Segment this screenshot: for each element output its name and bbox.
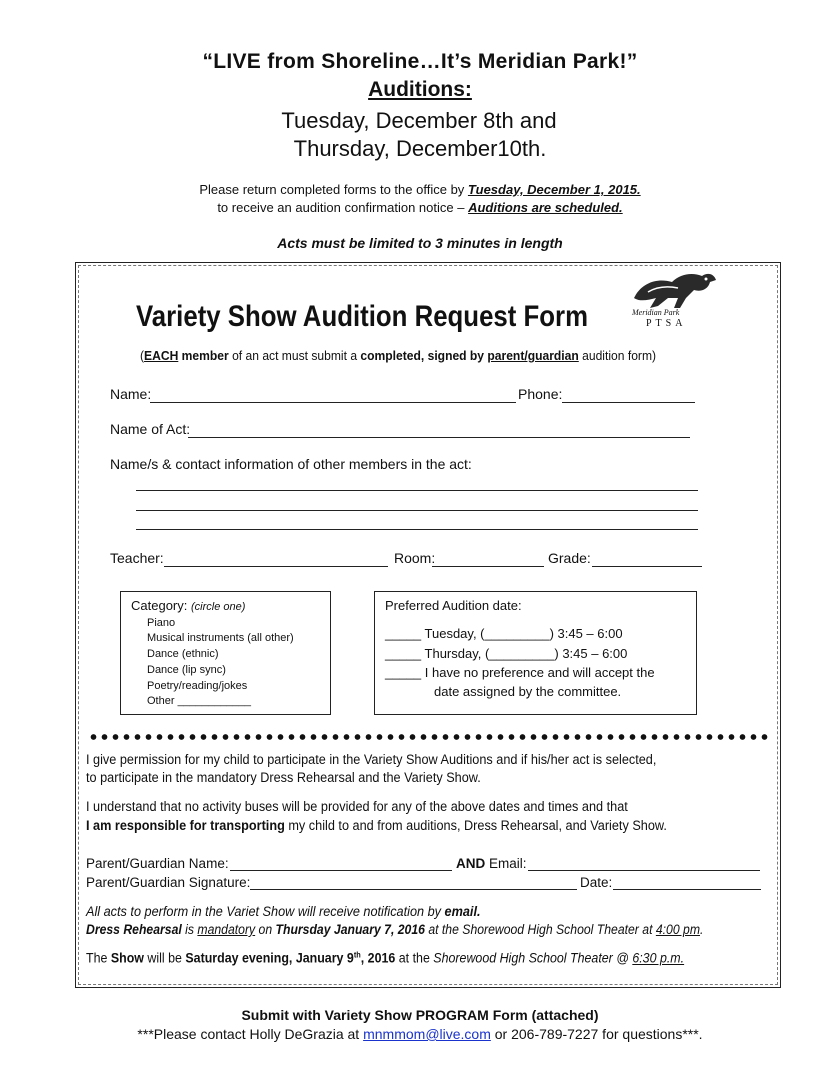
phone-field[interactable] [562, 402, 695, 403]
room-field[interactable] [432, 566, 544, 567]
guardian-email-label-row [456, 856, 527, 871]
grade-label: Grade: [548, 550, 591, 566]
confirm-emphasis: Auditions are scheduled. [468, 200, 623, 215]
subtitle-mid: of an act must submit a [228, 348, 361, 363]
category-option-other[interactable]: Other ____________ [147, 695, 251, 707]
signature-date-label: Date: [580, 875, 613, 890]
cougar-icon [628, 268, 720, 312]
members-label: Name/s & contact information of other members in the act: [110, 456, 472, 472]
audition-option-tuesday[interactable]: _____ Tuesday, (_________) 3:45 – 6:00 [385, 626, 623, 641]
form-subtitle [140, 348, 656, 363]
confirm-text: to receive an audition confirmation notice – [217, 200, 469, 215]
subtitle-open: ( [140, 348, 145, 363]
return-instructions [0, 182, 840, 197]
guardian-signature-field[interactable] [250, 889, 577, 890]
ptsa-logo [628, 268, 720, 330]
teacher-field[interactable] [164, 566, 388, 567]
return-deadline: Tuesday, December 1, 2015. [467, 182, 641, 197]
contact-note [0, 1026, 840, 1042]
members-field-3[interactable] [136, 529, 698, 530]
dr-is: is [181, 922, 198, 937]
email-label: Email: [485, 856, 527, 871]
category-option-piano[interactable]: Piano [147, 617, 176, 629]
category-label: Category: [131, 598, 188, 613]
category-option-dance-ethnic[interactable]: Dance (ethnic) [147, 648, 219, 660]
contact-text: ***Please contact Holly DeGrazia at [137, 1026, 364, 1042]
and-label: AND [456, 856, 486, 871]
show-title: “LIVE from Shoreline…It’s Meridian Park!” [202, 50, 638, 73]
show-date: Saturday evening, January 9 [185, 950, 354, 966]
act-name-field[interactable] [188, 437, 690, 438]
notification-text: All acts to perform in the Variet Show will receive notification by [86, 904, 445, 919]
phone-label: Phone: [518, 386, 563, 402]
auditions-label: Auditions: [368, 78, 472, 101]
dress-rehearsal-label: Dress Rehearsal [86, 922, 182, 937]
category-option-dance-lipsync[interactable]: Dance (lip sync) [147, 664, 226, 676]
guardian-email-field[interactable] [528, 870, 760, 871]
show-the: The [86, 950, 111, 966]
return-text: Please return completed forms to the office by [199, 182, 468, 197]
name-field[interactable] [150, 402, 516, 403]
audition-option-no-preference[interactable]: _____ I have no preference and will accept the [385, 665, 655, 680]
dr-location: at the Shorewood High School Theater at [424, 922, 656, 937]
audition-option-no-preference-cont: date assigned by the committee. [434, 684, 622, 699]
guardian-name-label: Parent/Guardian Name: [86, 856, 229, 871]
notification-email: email. [444, 904, 481, 919]
room-label: Room: [394, 550, 436, 566]
audition-date-line-1: Tuesday, December 8th and [281, 108, 557, 133]
signature-date-field[interactable] [613, 889, 761, 890]
dr-on: on [255, 922, 276, 937]
show-year: , 2016 [360, 950, 396, 966]
subtitle-member: member [178, 348, 229, 363]
dr-mandatory: mandatory [197, 922, 256, 937]
submit-note: Submit with Variety Show PROGRAM Form (attached) [241, 1007, 599, 1023]
category-option-instruments[interactable]: Musical instruments (all other) [147, 632, 294, 644]
members-field-2[interactable] [136, 510, 698, 511]
guardian-signature-label: Parent/Guardian Signature: [86, 875, 251, 890]
confirmation-instructions [0, 200, 840, 215]
transport-bold: I am responsible for transporting [86, 818, 285, 833]
transport-line-2 [86, 818, 667, 833]
contact-text-end: or 206-789-7227 for questions***. [490, 1026, 703, 1042]
dr-date: Thursday January 7, 2016 [275, 922, 425, 937]
show-date-sup: th [353, 950, 361, 959]
category-option-poetry[interactable]: Poetry/reading/jokes [147, 680, 248, 692]
subtitle-completed: completed, signed by [360, 348, 488, 363]
dr-period: . [700, 922, 704, 937]
subtitle-each: EACH [144, 348, 179, 363]
contact-email-link[interactable]: mnmmom@live.com [363, 1026, 491, 1042]
time-limit-note: Acts must be limited to 3 minutes in length [277, 235, 563, 251]
transport-rest: my child to and from auditions, Dress Rehearsal, and Variety Show. [284, 818, 667, 833]
show-label: Show [110, 950, 144, 966]
show-location: Shorewood High School Theater @ [433, 950, 633, 966]
members-field-1[interactable] [136, 490, 698, 491]
audition-option-thursday[interactable]: _____ Thursday, (_________) 3:45 – 6:00 [385, 646, 628, 661]
form-title: Variety Show Audition Request Form [136, 300, 589, 333]
category-label-row [131, 598, 245, 613]
audition-date-label: Preferred Audition date: [385, 598, 522, 613]
dotted-divider [88, 730, 768, 744]
notification-note [86, 904, 481, 919]
permission-line-1: I give permission for my child to participate in the Variety Show Auditions and if his/her act is selected, [86, 752, 657, 767]
name-label: Name: [110, 386, 152, 402]
teacher-label: Teacher: [110, 550, 164, 566]
dr-time: 4:00 pm [655, 922, 701, 937]
logo-line-2: PTSA [646, 318, 687, 329]
show-at: at the [395, 950, 434, 966]
show-date-note [86, 950, 684, 966]
subtitle-end: audition form) [578, 348, 657, 363]
auditions-heading [0, 78, 840, 102]
category-hint: (circle one) [191, 601, 246, 613]
guardian-name-field[interactable] [230, 870, 452, 871]
show-time: 6:30 p.m. [632, 950, 685, 966]
permission-line-2: to participate in the mandatory Dress Rehearsal and the Variety Show. [86, 770, 481, 785]
audition-date-line-2: Thursday, December10th. [293, 136, 547, 161]
dress-rehearsal-note [86, 922, 703, 937]
act-name-label: Name of Act: [110, 421, 191, 437]
subtitle-parent: parent/guardian [487, 348, 579, 363]
grade-field[interactable] [592, 566, 702, 567]
transport-line-1: I understand that no activity buses will be provided for any of the above dates and times and that [86, 799, 628, 814]
show-willbe: will be [143, 950, 186, 966]
logo-line-1: Meridian Park [632, 308, 680, 317]
